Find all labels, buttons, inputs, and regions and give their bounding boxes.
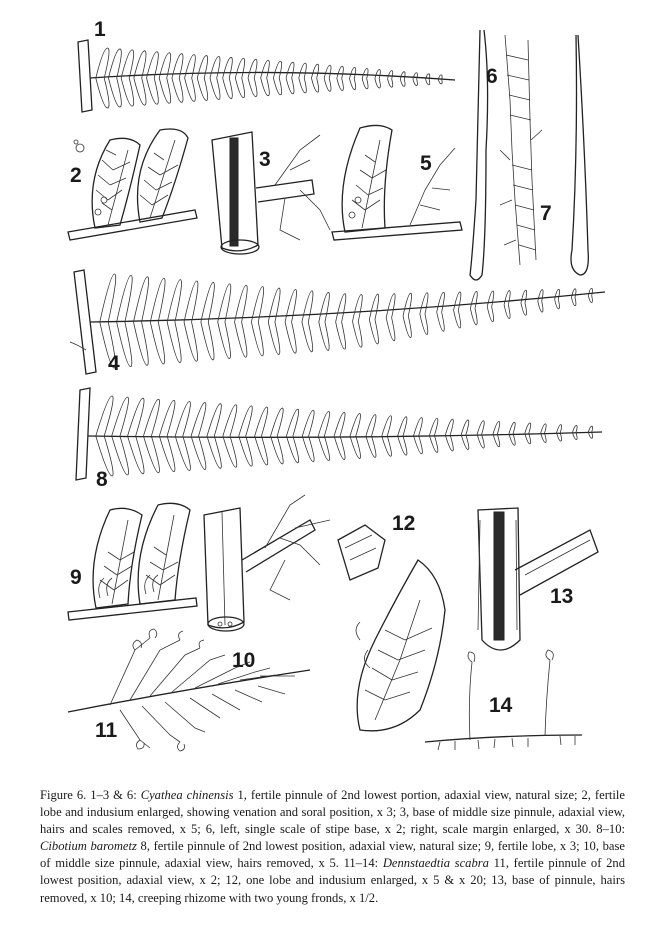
fig-label-14: 14 [489,694,513,717]
pinnule-lobe [352,321,362,347]
caption-text-3: 8, fertile pinnule of 2nd lowest position, adaxial view, natural size; 9, fertile lobe, x 3; 10, base of middle size pinnule, adaxial view, hairs removed, x 5. 11–14: [40,839,625,871]
pinnule-lobe [413,73,417,79]
pinnule-lobe [311,78,318,92]
pinnule-lobe [239,406,252,436]
pinnule-lobe [571,289,576,298]
pinnule-lobe [572,425,577,432]
fig-label-3: 3 [259,148,271,171]
pinnule-lobe [420,293,428,314]
pinnule-lobe [150,322,164,364]
pinnule-lobe [210,57,220,79]
pinnule-lobe [504,291,510,305]
pinnule-lobe [286,436,298,463]
pinnule-lobe [218,284,231,322]
pinnule-lobe [134,51,146,78]
pinnule-lobe [319,322,329,350]
pinnule-lobe [96,396,113,436]
pinnule-lobe [521,303,527,315]
pinnule-lobe [159,436,175,472]
fig-label-13: 13 [550,585,574,608]
pinnule-lobe [487,307,493,322]
pinnule-lobe [487,291,494,307]
fig-3-pinnule-base [212,132,330,254]
pinnule-lobe [159,78,170,103]
fig-13-pinnule-base [478,508,598,650]
pinnule-lobe [350,436,361,458]
pinnule-lobe [414,418,423,436]
pinnule-lobe [255,407,268,436]
pinnule-lobe [588,288,592,295]
pinnule-lobe [461,435,469,450]
pinnule-lobe [286,409,298,436]
pinnule-lobe [223,57,233,78]
pinnule-lobe [223,405,237,436]
pinnule-lobe [143,399,159,436]
pinnule-lobe [184,281,198,322]
fig-label-8: 8 [96,468,108,491]
pinnule-lobe [268,322,280,355]
pinnule-lobe [350,79,356,90]
pinnule-lobe [218,322,231,359]
pinnule-lobe [261,60,270,78]
pinnule-lobe [555,299,560,309]
pinnule-lobe [201,322,214,360]
pinnule-lobe [445,419,453,435]
pinnule-lobe [337,66,344,78]
pinnule-lobe [185,78,196,101]
pinnule-lobe [207,436,221,468]
fig-label-10: 10 [232,649,256,672]
pinnule-lobe [366,436,376,457]
pinnule-lobe [121,78,133,106]
pinnule-lobe [437,312,445,331]
pinnule-lobe [350,67,356,78]
pinnule-lobe [239,436,252,466]
fig-5-fertile-lobe [332,125,462,240]
pinnule-lobe [207,404,221,436]
pinnule-lobe [134,78,146,105]
pinnule-lobe [403,316,411,338]
fig-label-7: 7 [540,202,552,225]
pinnule-lobe [100,274,116,322]
pinnule-lobe [197,78,207,100]
pinnule-lobe [369,294,378,319]
pinnule-lobe [420,314,428,334]
pinnule-lobe [388,79,393,87]
pinnule-lobe [398,417,407,436]
pinnule-lobe [167,322,181,363]
pinnule-lobe [509,434,515,445]
pinnule-lobe [470,309,477,325]
fig-label-12: 12 [392,512,416,535]
pinnule-lobe [588,296,592,303]
pinnule-lobe [121,50,133,78]
pinnule-lobe [352,295,362,322]
pinnule-lobe [235,78,244,98]
fig-4-pinnule [70,270,605,374]
pinnule-lobe [302,322,313,352]
pinnule-lobe [521,290,527,303]
pinnule-lobe [386,318,395,341]
pinnule-lobe [334,412,345,436]
pinnule-lobe [167,280,181,322]
fig-label-11: 11 [95,719,118,742]
fig-10-pinnule-base [204,495,330,631]
pinnule-lobe [461,420,469,435]
pinnule-lobe [251,322,263,356]
fig-label-5: 5 [420,152,432,175]
pinnule-lobe [438,79,442,84]
pinnule-lobe [525,433,531,443]
fig-label-9: 9 [70,566,82,589]
fig-12-lobe-indusium [338,525,445,731]
pinnule-lobe [398,436,407,455]
pinnule-lobe [382,416,392,436]
pinnule-lobe [184,322,198,361]
pinnule-lobe [375,70,380,79]
pinnule-lobe [128,398,144,436]
pinnule-lobe [334,436,345,460]
pinnule-lobe [403,293,412,316]
pinnule-lobe [454,310,461,328]
pinnule-lobe [318,436,329,461]
pinnule-lobe [261,78,270,96]
pinnule-lobe [248,59,257,78]
pinnule-lobe [324,78,331,91]
pinnule-lobe [366,415,376,436]
fig-7-scale-margin [500,35,542,265]
fig-8-pinnule [76,388,602,480]
caption-text-4: 11, fertile pinnule of 2nd lowest position, adaxial view, x 2; 12, one lobe and indusium enlarged, x 5 & x 20; 13, base of pinnule, hairs removed, x 10; 14, creeping rhizome with two young fronds, x 1/2. [40,856,625,905]
pinnule-lobe [541,424,546,433]
pinnule-lobe [362,79,368,89]
pinnule-lobe [588,426,592,432]
pinnule-lobe [108,78,121,107]
pinnule-lobe [493,434,500,447]
pinnule-lobe [271,408,284,436]
pinnule-lobe [318,411,329,436]
pinnule-lobe [143,436,159,473]
pinnule-lobe [493,422,500,435]
fig-1-pinnule [78,40,455,112]
pinnule-lobe [302,291,313,322]
pinnule-lobe [557,425,562,433]
pinnule-lobe [175,401,190,436]
fig-label-2: 2 [70,164,82,187]
pinnule-lobe [285,322,296,353]
pinnule-lobe [191,436,206,469]
pinnule-lobe [386,294,395,318]
pinnule-lobe [112,397,129,436]
pinnule-lobe [302,410,314,436]
pinnule-lobe [210,78,220,100]
pinnule-lobe [538,290,543,301]
pinnule-lobe [538,301,543,312]
caption-text-2: 1, fertile pinnule of 2nd lowest portion, adaxial view, natural size; 2, fertile lobe and indusium enlarged, showing venation and soral position, x 3; 3, base of middle size pinnule, adaxial view, hairs and scales removed, x 5; 6, left, single scale of stipe base, x 2; right, scale margin enlarged, x 30. 8–10: [40,788,625,837]
pinnule-lobe [426,79,430,84]
pinnule-lobe [509,422,515,433]
pinnule-lobe [375,79,380,88]
pinnule-lobe [525,423,531,433]
pinnule-lobe [185,55,196,78]
pinnule-lobe [197,56,207,78]
pinnule-lobe [319,292,330,322]
caption-species-3: Dennstaedtia scabra [382,856,489,871]
fig-label-4: 4 [108,352,120,375]
pinnule-lobe [388,71,393,79]
pinnule-lobe [302,436,314,462]
pinnule-lobe [112,436,129,475]
pinnule-lobe [286,62,294,78]
pinnule-lobe [445,435,453,451]
pinnule-lobe [557,433,562,441]
pinnule-lobe [271,436,284,464]
pinnule-lobe [400,79,405,86]
pinnule-lobe [454,292,461,310]
pinnule-lobe [117,275,133,322]
pinnule-lobe [133,322,148,365]
pinnule-lobe [191,403,206,436]
pinnule-lobe [504,305,510,319]
pinnule-lobe [255,436,268,465]
pinnule-lobe [470,291,477,308]
pinnule-lobe [273,78,281,95]
fig-label-1: 1 [94,18,106,41]
fig-2-fertile-lobes [68,129,197,240]
figure-caption [40,787,625,907]
fig-label-6: 6 [486,65,498,88]
pinnule-lobe [437,292,445,312]
pinnule-lobe [477,434,484,448]
pinnule-lobe [588,432,592,438]
pinnule-lobe [159,400,175,436]
pinnule-lobe [541,433,546,442]
pinnule-lobe [248,78,257,97]
pinnule-lobe [400,72,405,79]
pinnule-lobe [414,436,423,454]
pinnule-lobe [555,289,560,299]
fig-9-fertile-lobe [68,503,197,620]
pinnule-lobe [150,278,165,322]
pinnule-lobe [273,61,281,78]
pinnule-lobe [175,436,190,471]
pinnule-lobe [96,48,109,78]
pinnule-lobe [235,285,248,322]
pinnule-lobe [133,277,148,322]
caption-species-1: Cyathea chinensis [140,788,234,802]
pinnule-lobe [350,414,361,436]
pinnule-lobe [311,64,318,78]
pinnule-lobe [235,58,244,78]
caption-text-1: Figure 6. 1–3 & 6: [40,788,141,802]
pinnule-lobe [572,433,577,440]
pinnule-lobe [223,78,233,99]
pinnule-lobe [128,436,144,474]
pinnule-lobe [362,68,368,78]
pinnule-lobe [299,78,307,93]
pinnule-lobe [336,322,346,349]
pinnule-lobe [337,78,344,90]
pinnule-lobe [571,297,575,305]
pinnule-lobe [201,282,214,322]
pinnule-lobe [108,49,121,78]
pinnule-lobe [429,435,437,452]
pinnule-lobe [147,78,159,104]
pinnule-lobe [299,63,307,78]
pinnule-lobe [286,78,294,94]
pinnule-lobe [336,294,346,322]
pinnule-lobe [429,418,437,435]
pinnule-lobe [96,78,109,108]
pinnule-lobe [324,65,331,78]
pinnule-lobe [285,289,296,322]
pinnule-lobe [477,421,484,435]
pinnule-lobe [223,436,237,467]
pinnule-lobe [382,436,392,456]
pinnule-lobe [172,78,183,102]
pinnule-lobe [369,320,378,344]
caption-species-2: Cibotium barometz [40,839,137,854]
pinnule-lobe [235,322,247,357]
pinnule-lobe [413,79,417,85]
